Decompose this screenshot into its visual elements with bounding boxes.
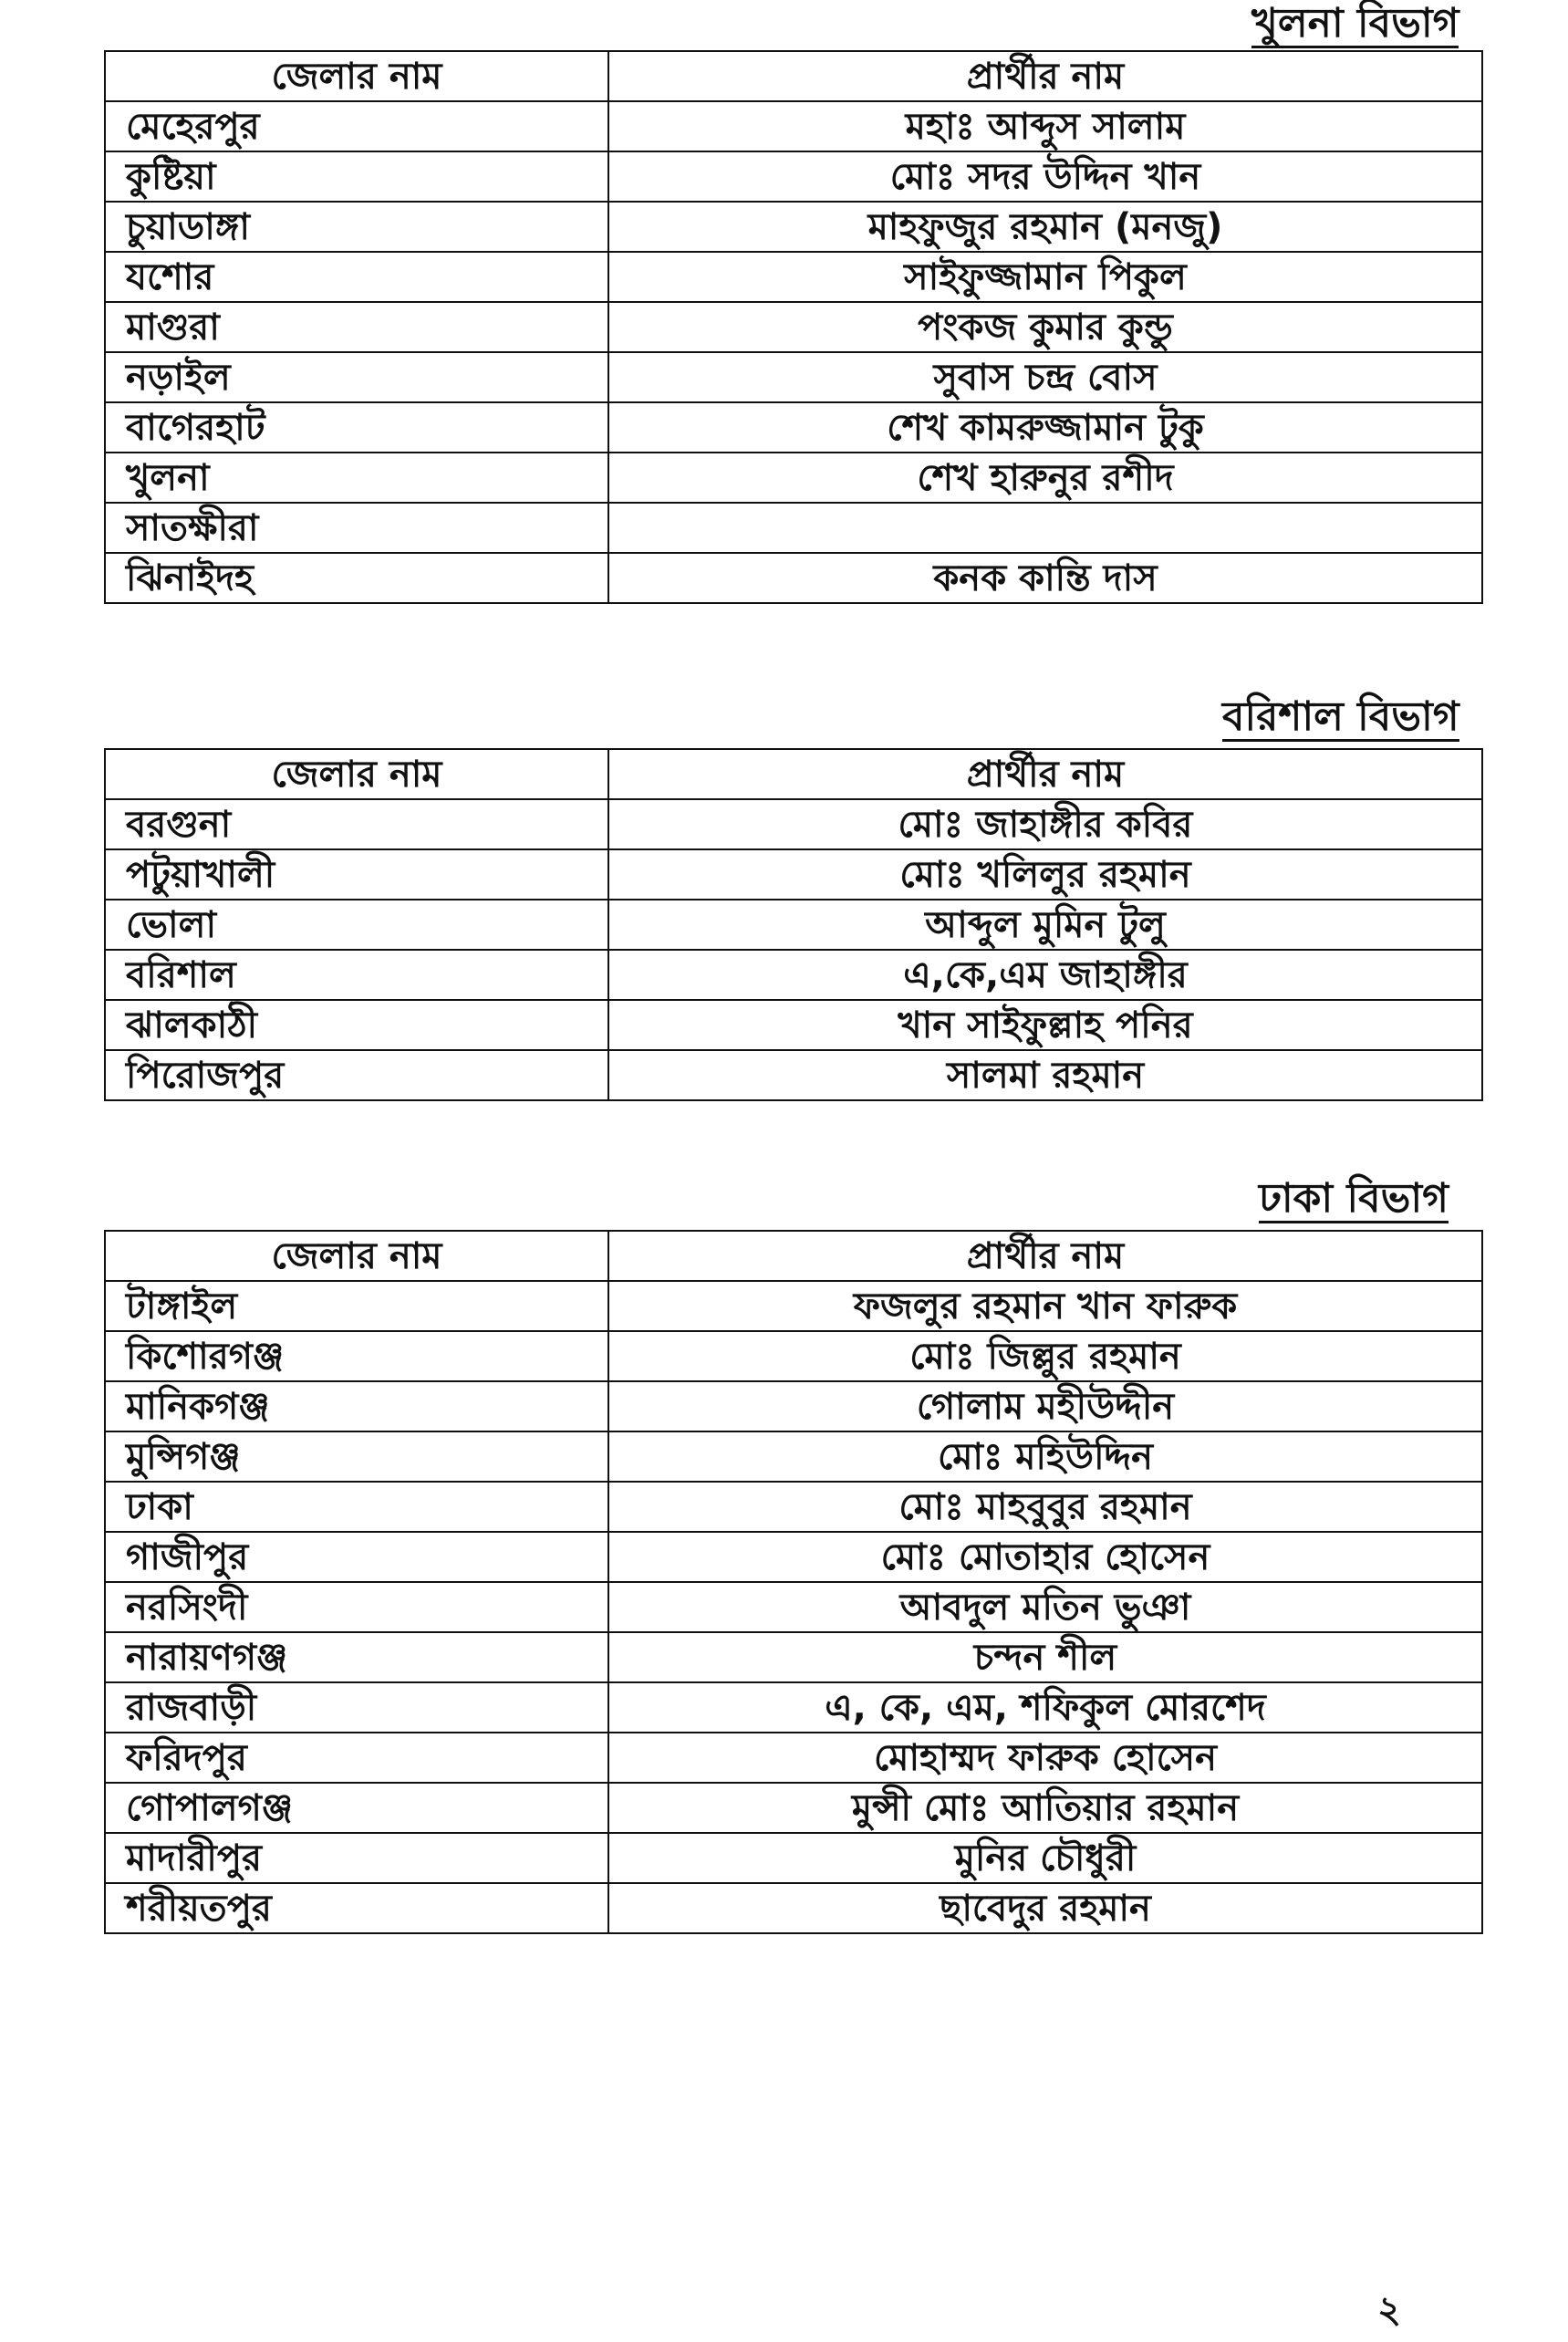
district-cell: বাগেরহাট xyxy=(105,402,608,453)
table-row xyxy=(105,402,1482,453)
candidate-cell: এ, কে, এম, শফিকুল মোরশেদ xyxy=(608,1682,1482,1733)
candidate-cell: এ,কে,এম জাহাঙ্গীর xyxy=(608,950,1482,1000)
candidate-cell: আব্দুল মুমিন টুলু xyxy=(608,900,1482,950)
district-cell: বরগুনা xyxy=(105,799,608,849)
district-cell: নড়াইল xyxy=(105,352,608,402)
candidate-cell: চন্দন শীল xyxy=(608,1632,1482,1682)
district-cell: ঢাকা xyxy=(105,1482,608,1532)
table-row xyxy=(105,352,1482,402)
district-cell: মুন্সিগঞ্জ xyxy=(105,1431,608,1482)
candidate-cell: মোঃ মোতাহার হোসেন xyxy=(608,1532,1482,1582)
table-row xyxy=(105,1682,1482,1733)
table-row xyxy=(105,1632,1482,1682)
candidate-cell: কনক কান্তি দাস xyxy=(608,553,1482,603)
candidate-cell: সাইফুজ্জামান পিকুল xyxy=(608,252,1482,302)
table-header-row xyxy=(105,1231,1482,1281)
candidate-cell: ফজলুর রহমান খান ফারুক xyxy=(608,1281,1482,1331)
district-cell: খুলনা xyxy=(105,453,608,503)
district-cell: মানিকগঞ্জ xyxy=(105,1381,608,1431)
district-column-header: জেলার নাম xyxy=(105,1231,608,1281)
candidate-cell: মোঃ জাহাঙ্গীর কবির xyxy=(608,799,1482,849)
table-row xyxy=(105,1431,1482,1482)
candidate-cell: মোঃ খলিলুর রহমান xyxy=(608,849,1482,900)
division-heading-dhaka: ঢাকা বিভাগ xyxy=(1259,1175,1449,1222)
candidate-cell: শেখ হারুনুর রশীদ xyxy=(608,453,1482,503)
district-column-header: জেলার নাম xyxy=(105,749,608,799)
candidate-column-header: প্রার্থীর নাম xyxy=(608,1231,1482,1281)
table-row xyxy=(105,1331,1482,1381)
candidate-cell: আবদুল মতিন ভুঞা xyxy=(608,1582,1482,1632)
district-cell: কিশোরগঞ্জ xyxy=(105,1331,608,1381)
table-row xyxy=(105,1733,1482,1783)
district-cell: মাগুরা xyxy=(105,302,608,352)
candidate-cell xyxy=(608,503,1482,553)
table-row xyxy=(105,950,1482,1000)
table-row xyxy=(105,202,1482,252)
table-row xyxy=(105,1000,1482,1050)
table-row xyxy=(105,849,1482,900)
candidate-cell: মোঃ জিল্লুর রহমান xyxy=(608,1331,1482,1381)
candidate-cell: শেখ কামরুজ্জামান টুকু xyxy=(608,402,1482,453)
candidate-cell: মহাঃ আব্দুস সালাম xyxy=(608,101,1482,151)
candidate-cell: মাহফুজুর রহমান (মনজু) xyxy=(608,202,1482,252)
district-cell: ভোলা xyxy=(105,900,608,950)
district-cell: শরীয়তপুর xyxy=(105,1883,608,1933)
table-row xyxy=(105,900,1482,950)
candidate-cell: গোলাম মহীউদ্দীন xyxy=(608,1381,1482,1431)
district-table-khulna xyxy=(104,50,1483,604)
table-row xyxy=(105,1482,1482,1532)
candidate-cell: মুনির চৌধুরী xyxy=(608,1833,1482,1883)
division-heading-barishal: বরিশাল বিভাগ xyxy=(1222,693,1459,740)
candidate-cell: মোঃ সদর উদ্দিন খান xyxy=(608,151,1482,202)
district-table-barishal xyxy=(104,748,1483,1101)
table-row xyxy=(105,101,1482,151)
district-cell: ঝিনাইদহ xyxy=(105,553,608,603)
table-row xyxy=(105,151,1482,202)
candidate-cell: মোঃ মাহবুবুর রহমান xyxy=(608,1482,1482,1532)
candidate-column-header: প্রার্থীর নাম xyxy=(608,51,1482,101)
candidate-column-header: প্রার্থীর নাম xyxy=(608,749,1482,799)
table-row xyxy=(105,1281,1482,1331)
table-header-row xyxy=(105,51,1482,101)
district-table-dhaka xyxy=(104,1230,1483,1934)
district-cell: গোপালগঞ্জ xyxy=(105,1783,608,1833)
district-cell: চুয়াডাঙ্গা xyxy=(105,202,608,252)
district-column-header: জেলার নাম xyxy=(105,51,608,101)
table-row xyxy=(105,1833,1482,1883)
table-row xyxy=(105,1582,1482,1632)
district-cell: মেহেরপুর xyxy=(105,101,608,151)
table-row xyxy=(105,1532,1482,1582)
table-row xyxy=(105,799,1482,849)
district-cell: রাজবাড়ী xyxy=(105,1682,608,1733)
candidate-cell: সুবাস চন্দ্র বোস xyxy=(608,352,1482,402)
district-cell: নরসিংদী xyxy=(105,1582,608,1632)
district-cell: সাতক্ষীরা xyxy=(105,503,608,553)
district-cell: পিরোজপুর xyxy=(105,1050,608,1100)
table-row xyxy=(105,1381,1482,1431)
district-cell: যশোর xyxy=(105,252,608,302)
candidate-cell: ছাবেদুর রহমান xyxy=(608,1883,1482,1933)
table-row xyxy=(105,1050,1482,1100)
district-cell: টাঙ্গাইল xyxy=(105,1281,608,1331)
candidate-cell: সালমা রহমান xyxy=(608,1050,1482,1100)
district-cell: ফরিদপুর xyxy=(105,1733,608,1783)
district-cell: বরিশাল xyxy=(105,950,608,1000)
page-number: ২ xyxy=(1377,2289,1402,2331)
candidate-cell: পংকজ কুমার কুন্ডু xyxy=(608,302,1482,352)
candidate-cell: মুন্সী মোঃ আতিয়ার রহমান xyxy=(608,1783,1482,1833)
candidate-cell: মোহাম্মদ ফারুক হোসেন xyxy=(608,1733,1482,1783)
table-row xyxy=(105,302,1482,352)
table-row xyxy=(105,252,1482,302)
candidate-cell: মোঃ মহিউদ্দিন xyxy=(608,1431,1482,1482)
candidate-cell: খান সাইফুল্লাহ পনির xyxy=(608,1000,1482,1050)
table-header-row xyxy=(105,749,1482,799)
district-cell: নারায়ণগঞ্জ xyxy=(105,1632,608,1682)
district-cell: গাজীপুর xyxy=(105,1532,608,1582)
district-cell: মাদারীপুর xyxy=(105,1833,608,1883)
district-cell: কুষ্টিয়া xyxy=(105,151,608,202)
table-row xyxy=(105,553,1482,603)
table-row xyxy=(105,1883,1482,1933)
table-row xyxy=(105,453,1482,503)
district-cell: ঝালকাঠী xyxy=(105,1000,608,1050)
table-row xyxy=(105,503,1482,553)
division-heading-khulna: খুলনা বিভাগ xyxy=(1251,0,1459,47)
district-cell: পটুয়াখালী xyxy=(105,849,608,900)
table-row xyxy=(105,1783,1482,1833)
